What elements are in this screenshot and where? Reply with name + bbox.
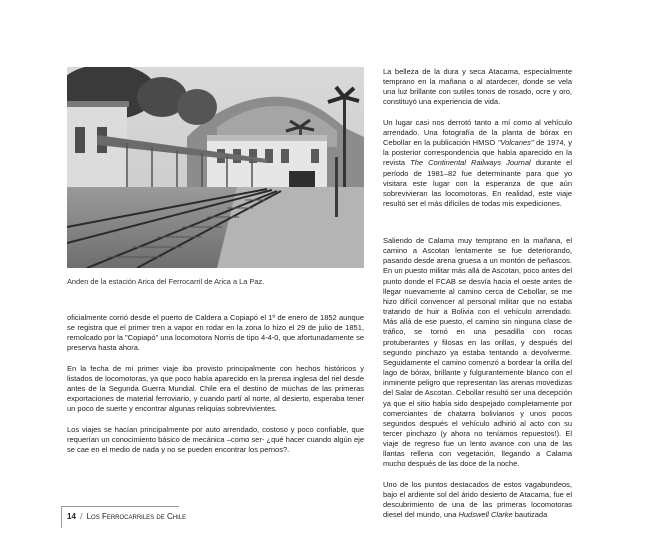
text-run: de 1974, y la posterior correspondencia que había aparecido en la revista xyxy=(383,138,572,168)
left-column xyxy=(67,313,364,455)
page-number: 14 xyxy=(67,512,76,521)
body-paragraph: En la fecha de mi primer viaje iba provisto principalmente con hechos históricos y listados de locomotoras, ya que poco había aparecido en la prensa inglesa del riel desde antes de la Segunda Guerra Mundial. Chile era el destino de muchas de las primeras exportaciones de material ferroviario, y cuando partí al norte, al desierto, esperaba tener un poco de suerte y encontrar algunas reliquias sobrevivientes. xyxy=(67,363,364,414)
text-run: Un lugar casi nos derrotó tanto a mí como al vehículo arrendado. Una fotografía de la planta de bórax en Cebollar en la publicación HMSO xyxy=(383,117,572,148)
body-paragraph: Los viajes se hacían principalmente por auto arrendado, costoso y poco confiable, que requerían un conocimiento básico de mecánica –como ser- ¿qué hacer cuando algún eje se cae en el medio de nada y no se pueden encontrar los pernos?. xyxy=(67,424,364,454)
locomotive-maker: Hudswell Clarke xyxy=(458,510,513,520)
text-run: durante el período de 1981–82 fue determinante para que yo visitara este lugar con la esperanza de que aún sobrevivieran las locomotoras. En realidad, este viaje resultó ser el más difíciles de todas mis expediciones. xyxy=(383,158,572,209)
body-paragraph: Saliendo de Calama muy temprano en la mañana, el camino a Ascotan lentamente se fue deteriorando, pasando desde arena gruesa a un montón de peñascos. En un puesto militar más allá de Ascotan, poco antes del punto donde el FCAB se desvía hacia el oeste antes de llegar nuevamente al camino cerca de Cebollar, se me hizo difícil convencer al personal militar que no estaba tratando de huir a Bolivia con el vehículo arrendado. Más allá de ese puesto, el camino sin ninguna clase de tráfico, se tornó en una pesadilla con rocas protuberantes y filosas en las orillas, y después del segundo pinchazo ya estaba tentando a devolverme. Seguidamente el camino comenzó a bordear la orilla del lago de bórax, brillante y fulgurantemente blanco con el inminente peligro que representan las arenas movedizas del Salar de Ascotan. Cebollar resultó ser una decepción ya que el sitio había sido despejado completamente por comerciantes de chatarra bolivianos y unos pocos segundos después el vehículo adhirió al acto con su tercer pinchazo (y ahora no teníamos repuestos!). El viaje de regreso fue un lento avance con una de las llantas rellena con vegetación, llegando a Calama mucho después de las doce de la noche. xyxy=(383,236,572,469)
page-footer xyxy=(67,512,297,521)
footer-vertical-rule xyxy=(61,506,62,528)
publication-title: "Volcanes" xyxy=(497,138,534,148)
photo-caption: Anden de la estación Arica del Ferrocarril de Arica a La Paz. xyxy=(67,277,265,286)
body-paragraph xyxy=(383,118,572,209)
text-run: bautizada xyxy=(512,510,548,520)
right-column-upper xyxy=(383,67,572,209)
station-photo xyxy=(67,67,364,268)
running-title: Los Ferrocarriles de Chile xyxy=(86,512,187,521)
right-column-lower xyxy=(383,236,572,520)
body-paragraph: La belleza de la dura y seca Atacama, especialmente temprano en la mañana o al atardecer, donde se vela una luz brillante con sutiles tonos de rosado, ocre y oro, constituyó una experiencia de vida. xyxy=(383,67,572,107)
body-paragraph: oficialmente corrió desde el puerto de Caldera a Copiapó el 1º de enero de 1852 aunque se registra que el primer tren a vapor en rodar en la zona lo hizo el 29 de julio de 1851, remolcado por la "Copiapó" una locomotora Norris de tipo 4-4-0, que afortunadamente se preserva hasta ahora. xyxy=(67,313,364,353)
body-paragraph xyxy=(383,480,572,521)
station-photo-graphic xyxy=(67,67,364,268)
footer-separator: / xyxy=(80,512,83,521)
journal-title: The Continental Railways Journal xyxy=(410,158,531,168)
footer-rule xyxy=(61,506,179,507)
text-run: Uno de los puntos destacados de estos vagabundeos, bajo el ardiente sol del árido desierto de Atacama, fue el descubrimiento de una de las primeras locomotoras diesel del mundo, una xyxy=(383,479,572,520)
